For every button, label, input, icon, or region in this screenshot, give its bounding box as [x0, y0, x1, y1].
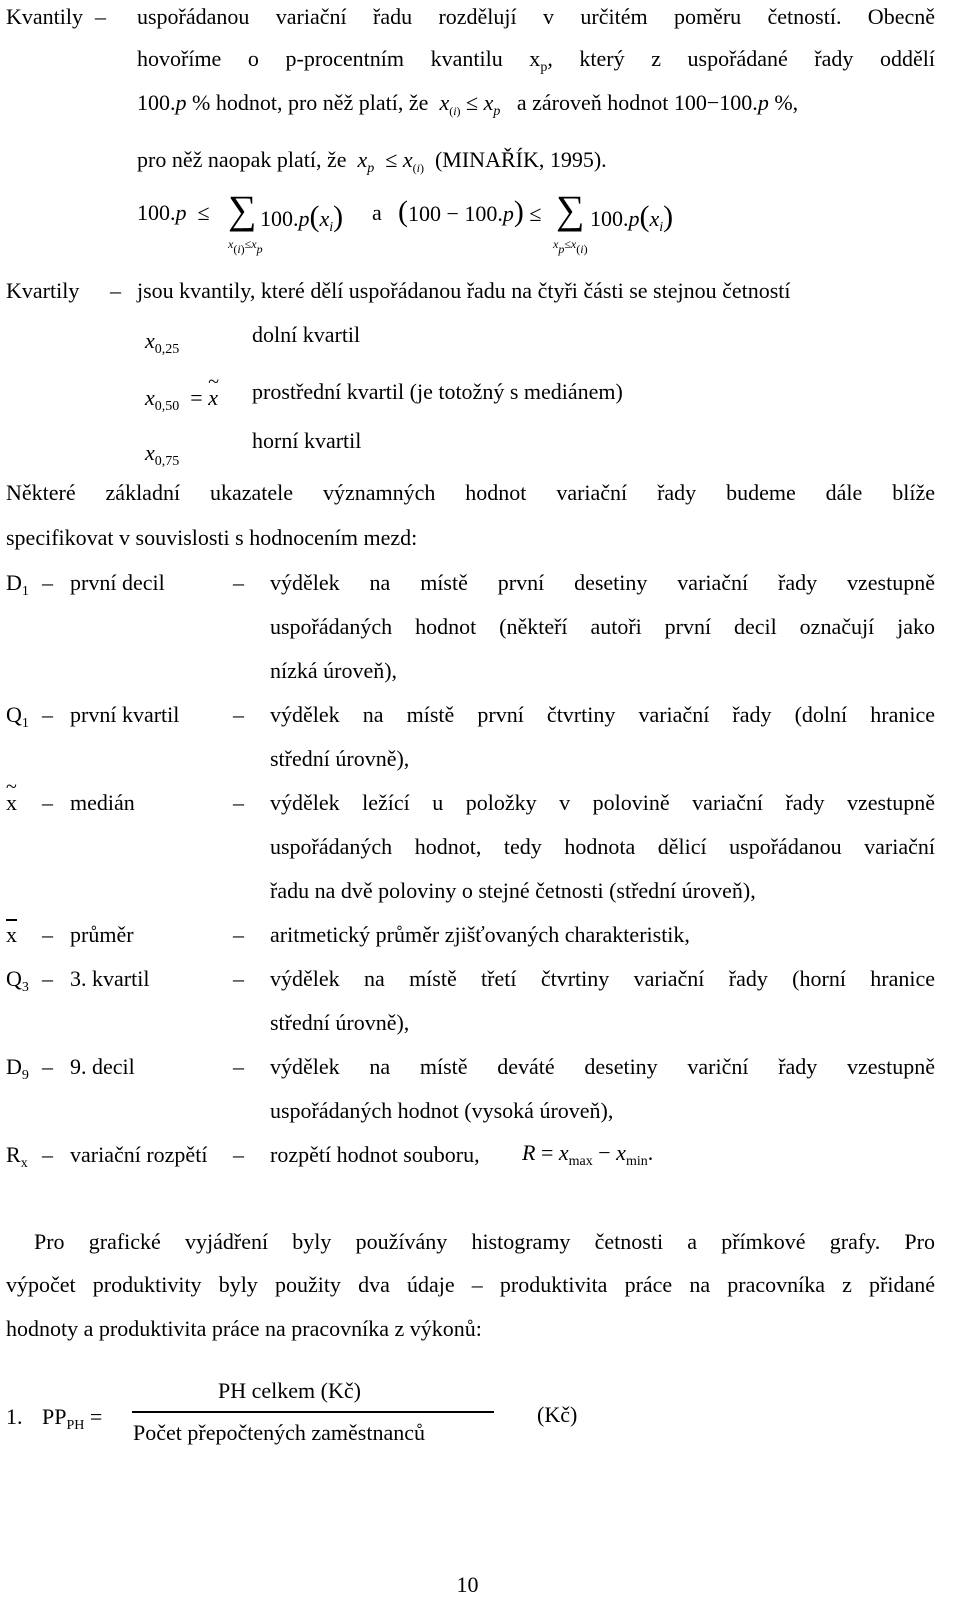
- dash: –: [233, 1054, 244, 1079]
- def-line: aritmetický průměr zjišťovaných charakteristik,: [270, 922, 690, 947]
- def-name: variační rozpětí: [70, 1142, 208, 1167]
- page-number: 10: [456, 1572, 479, 1597]
- def-name: první kvartil: [70, 702, 180, 727]
- def-line: výdělek na místě deváté desetiny variční řady vzestupně: [270, 1054, 935, 1079]
- dash: –: [42, 922, 53, 947]
- dash: –: [42, 1054, 53, 1079]
- def-line: výdělek na místě třetí čtvrtiny variační řady (horní hranice: [270, 966, 935, 991]
- def-line: výdělek na místě první desetiny variační řady vzestupně: [270, 570, 935, 595]
- dash: –: [233, 1142, 244, 1167]
- def-line: výdělek na místě první čtvrtiny variační řady (dolní hranice: [270, 702, 935, 727]
- pp-unit: (Kč): [537, 1402, 578, 1427]
- def-line: střední úrovně),: [270, 746, 410, 771]
- sum2-limits: $x_p\le x_{(i)}$: [553, 237, 588, 256]
- sum-symbol-2: ∑: [556, 187, 585, 232]
- pp-lhs: $PP_{PH}$ =: [42, 1404, 103, 1433]
- def-symbol: $Q_3$: [6, 966, 29, 995]
- sum2-prefix: (100 − 100.p) ≤: [398, 195, 542, 228]
- def-name: 3. kvartil: [70, 966, 150, 991]
- fraction-bar: [132, 1411, 494, 1413]
- def-name: první decil: [70, 570, 165, 595]
- kvartil-symbol: $x_{0,25}$: [145, 328, 180, 357]
- kvantily-line2: hovoříme o p-procentním kvantilu $x_p$, který z uspořádané řady oddělí: [137, 46, 936, 75]
- def-line: řadu na dvě poloviny o stejné četnosti (střední úroveň),: [270, 878, 756, 903]
- dash: –: [233, 570, 244, 595]
- dash: –: [42, 790, 53, 815]
- kvartily-term: Kvartily: [6, 278, 80, 303]
- dash: –: [233, 702, 244, 727]
- kvantily-line4: pro něž naopak platí, že $x_p \le x_{(i)}$ (MINAŘÍK, 1995).: [137, 147, 607, 176]
- para-line2: výpočet produktivity byly použity dva údaje – produktivita práce na pracovníka z přidané: [6, 1272, 935, 1297]
- kvartil-symbol: $x_{0,50}$ = ~ x: [145, 385, 218, 411]
- kvartil-symbol: $x_{0,75}$: [145, 440, 180, 469]
- def-line: nízká úroveň),: [270, 658, 398, 683]
- kvartily-text: jsou kvantily, které dělí uspořádanou řadu na čtyři části se stejnou četností: [137, 278, 791, 303]
- sum1-limits: $x_{(i)}\le x_p$: [228, 237, 263, 256]
- quantile-formula: 100.p ≤: [137, 200, 210, 225]
- dash: –: [110, 278, 121, 303]
- sum1-term: $100.p(x_i)$: [260, 200, 344, 235]
- dash: –: [42, 1142, 53, 1167]
- dash: –: [42, 702, 53, 727]
- intro-line1: Některé základní ukazatele významných hodnot variační řady budeme dále blíže: [6, 480, 935, 505]
- dash: –: [42, 966, 53, 991]
- def-symbol: $R_x$: [6, 1142, 28, 1171]
- sum2-term: $100.p(x_i)$: [590, 200, 674, 235]
- def-symbol: $Q_1$: [6, 702, 29, 731]
- def-line: rozpětí hodnot souboru,: [270, 1142, 480, 1167]
- def-line: uspořádaných hodnot (někteří autoři první decil označují jako: [270, 614, 935, 639]
- kvantily-term: Kvantily: [6, 4, 83, 29]
- def-name: 9. decil: [70, 1054, 135, 1079]
- def-symbol: $D_1$: [6, 570, 29, 599]
- def-name: medián: [70, 790, 135, 815]
- formula-and: a: [372, 200, 382, 225]
- def-line: střední úrovně),: [270, 1010, 410, 1035]
- kvantily-line1: uspořádanou variační řadu rozdělují v určitém poměru četností. Obecně: [137, 4, 935, 29]
- pp-numerator: PH celkem (Kč): [218, 1378, 361, 1403]
- def-line: výdělek ležící u položky v polovině variační řady vzestupně: [270, 790, 935, 815]
- range-formula: $R = x_{max} - x_{min}$.: [522, 1140, 654, 1169]
- pp-denominator: Počet přepočtených zaměstnanců: [133, 1420, 425, 1445]
- def-line: uspořádaných hodnot, tedy hodnota dělicí uspořádanou variační: [270, 834, 935, 859]
- intro-line2: specifikovat v souvislosti s hodnocením mezd:: [6, 525, 418, 550]
- dash: –: [42, 570, 53, 595]
- para-line3: hodnoty a produktivita práce na pracovníka z výkonů:: [6, 1316, 482, 1341]
- dash: –: [95, 4, 106, 29]
- mean-symbol: x: [6, 922, 17, 947]
- formula-number: 1.: [6, 1404, 23, 1429]
- dash: –: [233, 966, 244, 991]
- sum-symbol-1: ∑: [228, 187, 257, 232]
- kvartil-desc: dolní kvartil: [252, 322, 361, 347]
- def-name: průměr: [70, 922, 134, 947]
- median-symbol: ~ x: [6, 790, 17, 816]
- dash: –: [233, 790, 244, 815]
- para-line1: Pro grafické vyjádření byly používány histogramy četnosti a přímkové grafy. Pro: [34, 1229, 935, 1254]
- dash: –: [233, 922, 244, 947]
- def-line: uspořádaných hodnot (vysoká úroveň),: [270, 1098, 614, 1123]
- kvantily-line3: 100.p % hodnot, pro něž platí, že $x_{(i)} \le x_p$ a zároveň hodnot 100−100.p %,: [137, 90, 799, 119]
- kvartil-desc: horní kvartil: [252, 428, 362, 453]
- kvartil-desc: prostřední kvartil (je totožný s mediánem): [252, 379, 623, 404]
- def-symbol: $D_9$: [6, 1054, 29, 1083]
